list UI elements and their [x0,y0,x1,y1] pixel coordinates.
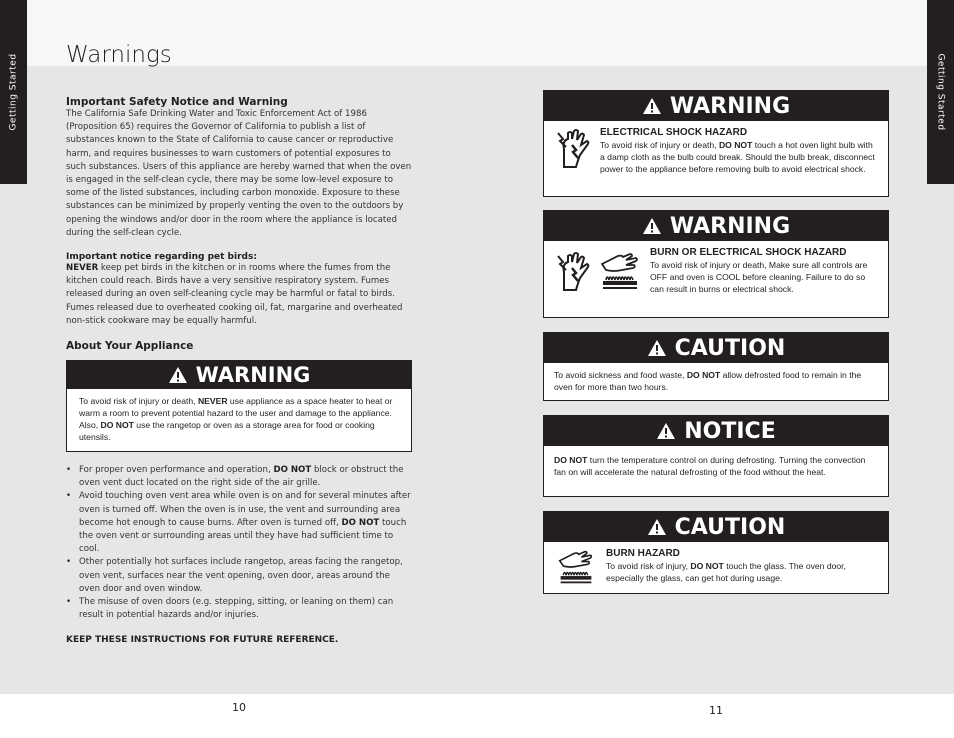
hazard-text: To avoid risk of injury or death, Make sure all controls are OFF and oven is COOL before cleaning. Failure to do so can result in burns or electrical shock. [650,260,868,295]
about-warning-label: WARNING [195,363,311,388]
hazard-title: BURN HAZARD [606,548,680,559]
notice-text: turn the temperature control on during defrosting. Turning the convection fan on will accelerate the natural defrosting of the food without the heat. [554,455,866,478]
hazard-title: BURN OR ELECTRICAL SHOCK HAZARD [650,247,847,258]
about-bullet-list [66,464,412,622]
hazard-text-2: touch the glass. The oven door, especially the glass, can get hot during usage. [606,561,846,584]
hazard-text [600,139,878,176]
list-item: • The misuse of oven doors (e.g. stepping, sitting, or leaning on them) can result in potential hazards and/or injuries. [66,596,412,622]
caution-header [544,333,888,363]
bottom-band [0,694,954,738]
burn-hand-icon [598,250,642,292]
caution-label: CAUTION [674,514,786,540]
caution-label: CAUTION [674,335,786,361]
notice-label: NOTICE [684,418,776,444]
bullet-2-do-not: DO NOT [341,517,380,528]
notice-body [544,446,888,484]
hazard-title: ELECTRICAL SHOCK HAZARD [600,127,748,138]
hazard-do-not: DO NOT [690,561,724,571]
bullet-1-text-c: block or obstruct the oven vent duct located on the right side of the air grille. [79,465,404,489]
burn-hand-icon [554,548,598,586]
hazard-row [554,247,878,296]
side-tab-right-label: Getting Started [935,53,946,131]
about-warning-box [66,360,412,452]
safety-heading: Important Safety Notice and Warning [66,96,288,108]
list-item: • Other potentially hot surfaces include rangetop, areas facing the rangetop, oven vent, surfaces near the vent opening, oven door, areas around the oven door and oven window. [66,556,412,596]
bullet-1-do-not: DO NOT [273,465,312,476]
warning-triangle-icon [642,97,662,115]
caution-box-defrost [543,332,889,401]
hazard-text [606,560,878,584]
about-warning-never: NEVER [197,396,228,407]
side-tab-left-label: Getting Started [8,53,19,131]
hazard-text-1: To avoid risk of injury, [606,561,691,571]
hazard-row [554,127,878,176]
caution-body [544,363,888,399]
warning-box-electrical [543,90,889,197]
warning-box-burn-shock [543,210,889,318]
pet-birds-never: NEVER [66,263,99,274]
warning-body [544,121,888,182]
caution-header [544,512,888,542]
electric-shock-hand-icon [554,127,592,176]
left-column [66,94,412,645]
pet-birds-heading: Important notice regarding pet birds: [66,252,257,263]
side-tab-left [0,0,27,184]
warning-header [544,211,888,241]
bullet-1-text-a: For proper oven performance and operation, [79,465,274,476]
side-tab-right [927,0,954,184]
warning-header [544,91,888,121]
list-item [66,464,412,490]
keep-instructions: KEEP THESE INSTRUCTIONS FOR FUTURE REFERENCE. [66,635,339,646]
safety-body: The California Safe Drinking Water and Toxic Enforcement Act of 1986 (Proposition 65) requires the Governor of California to publish a list of substances known to the State of California to cause cancer or reproductive harm, and requires businesses to warn customers of potential exposures to such substances. Users of this appliance are hereby warned that when the oven is engaged in the self-clean cycle, there may be some low-level exposure to some of the listed substances, including carbon monoxide. Exposure to these substances can be minimized by properly venting the oven to the outdoors by opening the windows and/or door in the room where the appliance is located during the self-clean cycle. [66,109,412,238]
about-warning-text-3: use the rangetop or oven as a storage area for food or cooking utensils. [79,420,375,443]
caution-text-1: To avoid sickness and food waste, [554,370,687,380]
notice-header [544,416,888,446]
electric-shock-hand-icon [554,250,592,292]
notice-do-not: DO NOT [554,455,588,465]
hazard-text-1: To avoid risk of injury or death, [600,140,719,150]
page-number-right: 11 [709,704,723,717]
warning-triangle-icon [647,339,667,357]
about-warning-do-not: DO NOT [100,420,134,431]
caution-do-not: DO NOT [686,370,721,380]
about-warning-header [67,361,411,389]
caution-box-burn [543,511,889,594]
page-number-left: 10 [232,701,246,714]
bullet-2-text-a: Avoid touching oven vent area while oven is on and for several minutes after oven is turned off. When the oven is in use, the vent and surrounding area become hot enough to cause burns. After oven is turned off, [79,491,411,528]
warning-label: WARNING [669,93,791,119]
caution-body [544,542,888,592]
pet-birds-text: keep pet birds in the kitchen or in rooms where the fumes from the kitchen could reach. Birds have a very sensitive respiratory system. Fumes released during an oven self-cleaning cycle may be harmful or fatal to birds. Fumes released due to overheated cooking oil, fat, margarine and overheated non-stick cookware may be equally harmful. [66,263,403,326]
warning-body [544,241,888,302]
pet-birds-body [66,262,412,328]
caution-text-2: allow defrosted food to remain in the oven for more than two hours. [554,370,862,393]
about-warning-body [67,389,411,451]
hazard-row [554,548,878,586]
hazard-do-not: DO NOT [718,140,753,150]
warning-label: WARNING [669,213,791,239]
about-warning-text-1: To avoid risk of injury or death, [79,396,198,407]
warning-triangle-icon [656,422,676,440]
bullet-2-text-c: touch the oven vent or surrounding areas until they have had sufficient time to cool. [79,517,407,555]
hazard-icons [554,247,642,296]
about-heading: About Your Appliance [66,340,194,353]
warning-triangle-icon [647,518,667,536]
hazard-text-2: touch a hot oven light bulb with a damp cloth as the bulb could break. Should the bulb break, disconnect power to the appliance before removing bulb to avoid electrical shock. [600,140,875,175]
about-warning-text-2: use appliance as a space heater to heat or warm a room to prevent potential hazard to the user and damage to the appliance. Also, [79,396,393,431]
page-title: Warnings [66,42,172,68]
notice-box [543,415,889,497]
list-item [66,490,412,556]
warning-triangle-icon [642,217,662,235]
warning-triangle-icon [168,366,188,384]
